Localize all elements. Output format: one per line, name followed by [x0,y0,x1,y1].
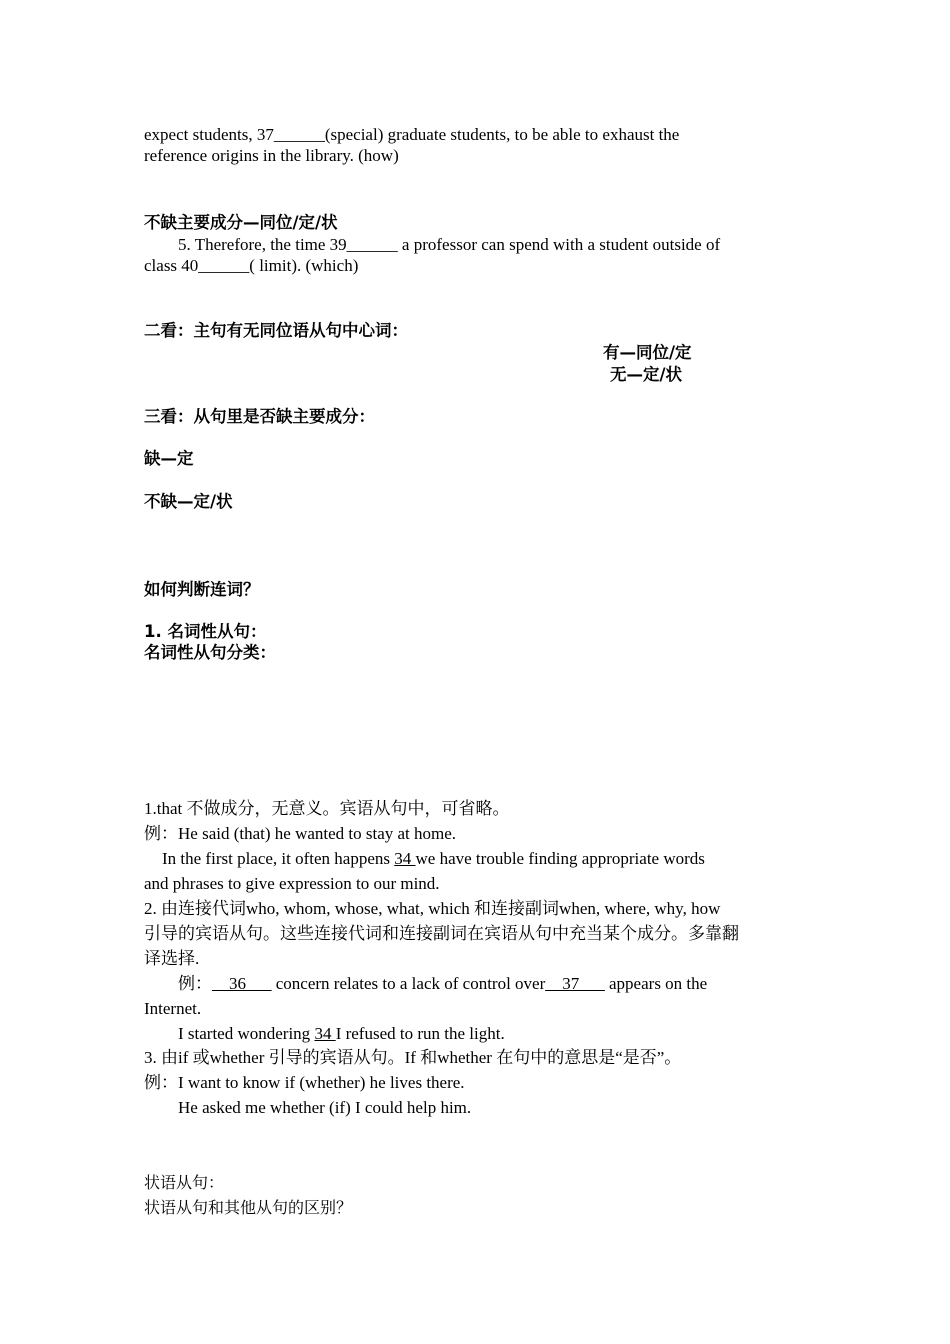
top-line-1: expect students, 37______(special) graduate students, to be able to exhaust the [144,125,680,144]
noun-clause-heading [144,621,267,642]
example-label: 例： [144,824,178,843]
connective-example-1-line-2: Internet. [144,999,202,1018]
if-example-1-text: I want to know if (whether) he lives there. [178,1073,465,1092]
connective-example-2-end: I refused to run the light. [335,1024,505,1043]
if-rule-line: 3. 由if 或whether 引导的宾语从句。If 和whether 在句中的意思是“是否”。 [144,1048,682,1067]
connective-rule-line-1: 2. 由连接代词who, whom, whose, what, which 和连接副词when, where, why, how [144,899,721,918]
look-3-missing: 缺—定 [144,449,194,468]
top-line-2: reference origins in the library. (how) [144,146,399,165]
that-example-2-end: we have trouble finding appropriate words [415,849,705,868]
connective-example-2-start: I started wondering [178,1024,315,1043]
look-3-heading: 三看：从句里是否缺主要成分： [144,407,375,426]
example-label: 例： [178,974,212,993]
that-example-2 [162,848,705,869]
look-2-yes: 有—同位/定 [603,343,692,362]
that-rule-line: 1.that 不做成分，无意义。宾语从句中，可省略。 [144,799,510,818]
if-example-1 [144,1072,465,1093]
connective-example-1 [178,973,707,994]
connective-example-1-middle: concern relates to a lack of control over [271,974,546,993]
that-example-2-start: In the first place, it often happens [162,849,395,868]
connective-rule-line-2: 引导的宾语从句。这些连接代词和连接副词在宾语从句中充当某个成分。多靠翻 [144,924,739,943]
connective-rule-line-3: 译选择. [144,949,200,968]
blank-37: __37___ [545,974,605,993]
noun-clause-number: 1. [144,622,162,641]
adverbial-heading: 状语从句： [144,1173,225,1192]
that-example-2-line-2: and phrases to give expression to our mind. [144,874,440,893]
blank-36: __36___ [212,974,272,993]
that-example-1-text: He said (that) he wanted to stay at home. [178,824,457,843]
example-label: 例： [144,1073,178,1092]
blank-34-b: 34 [314,1024,336,1043]
that-example-1 [144,823,456,844]
blank-34: 34 [394,849,416,868]
look-2-heading: 二看：主句有无同位语从句中心词： [144,321,408,340]
noun-clause-label: 名词性从句： [167,622,267,641]
look-2-no: 无—定/状 [610,365,683,384]
adverbial-question: 状语从句和其他从句的区别？ [144,1198,353,1217]
example-5-line-2: class 40______( limit). (which) [144,256,359,275]
example-5-line-1: 5. Therefore, the time 39______ a professor can spend with a student outside of [178,235,721,254]
look-3-not-missing: 不缺—定/状 [144,492,233,511]
connective-example-1-end: appears on the [604,974,708,993]
section-heading-no-missing: 不缺主要成分—同位/定/状 [144,213,338,232]
connective-example-2 [178,1023,505,1044]
noun-clause-classes: 名词性从句分类： [144,643,276,662]
if-example-2: He asked me whether (if) I could help him. [178,1098,472,1117]
how-to-judge-question: 如何判断连词？ [144,580,260,599]
